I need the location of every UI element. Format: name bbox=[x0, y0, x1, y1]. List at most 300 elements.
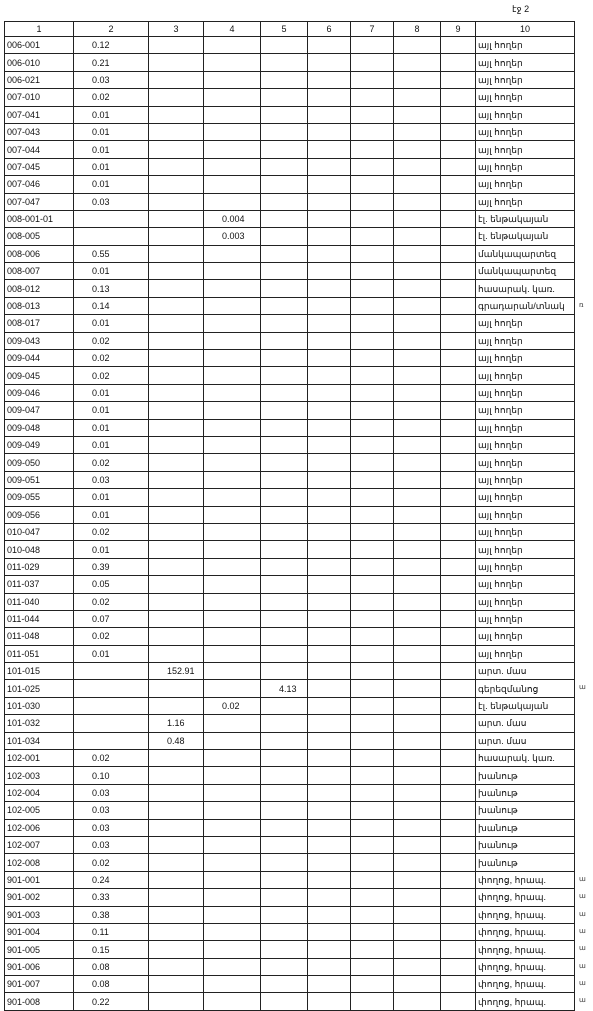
empty-cell bbox=[394, 315, 441, 332]
table-row bbox=[5, 471, 575, 488]
area-col4-cell bbox=[204, 89, 261, 106]
area-col5-cell bbox=[261, 37, 308, 54]
table-row bbox=[5, 871, 575, 888]
empty-cell bbox=[351, 871, 394, 888]
empty-cell bbox=[441, 923, 476, 940]
empty-cell bbox=[351, 332, 394, 349]
empty-cell bbox=[308, 680, 351, 697]
empty-cell bbox=[351, 680, 394, 697]
table-row bbox=[5, 645, 575, 662]
table-row bbox=[5, 436, 575, 453]
empty-cell bbox=[394, 228, 441, 245]
margin-mark: ա bbox=[579, 997, 586, 1004]
area-col5-cell bbox=[261, 941, 308, 958]
empty-cell bbox=[308, 454, 351, 471]
empty-cell bbox=[441, 871, 476, 888]
area-col2-cell: 0.21 bbox=[74, 54, 149, 71]
empty-cell bbox=[441, 854, 476, 871]
area-col4-cell bbox=[204, 976, 261, 993]
area-col3-cell bbox=[149, 454, 204, 471]
column-header: 1 bbox=[5, 22, 74, 37]
area-col3-cell bbox=[149, 419, 204, 436]
empty-cell bbox=[351, 802, 394, 819]
land-use-cell: այլ հողեր bbox=[476, 419, 575, 436]
area-col2-cell: 0.01 bbox=[74, 141, 149, 158]
empty-cell bbox=[394, 297, 441, 314]
area-col2-cell: 0.10 bbox=[74, 767, 149, 784]
area-col2-cell: 0.03 bbox=[74, 71, 149, 88]
empty-cell bbox=[441, 228, 476, 245]
area-col2-cell: 0.39 bbox=[74, 558, 149, 575]
area-col4-cell bbox=[204, 854, 261, 871]
parcel-code-cell: 901-008 bbox=[5, 993, 74, 1010]
empty-cell bbox=[308, 54, 351, 71]
empty-cell bbox=[441, 280, 476, 297]
table-row bbox=[5, 558, 575, 575]
empty-cell bbox=[308, 158, 351, 175]
empty-cell bbox=[394, 245, 441, 262]
area-col3-cell bbox=[149, 645, 204, 662]
empty-cell bbox=[351, 506, 394, 523]
parcel-code-cell: 901-007 bbox=[5, 976, 74, 993]
area-col4-cell bbox=[204, 193, 261, 210]
empty-cell bbox=[394, 280, 441, 297]
parcel-code-cell: 102-005 bbox=[5, 802, 74, 819]
area-col5-cell bbox=[261, 141, 308, 158]
area-col5-cell bbox=[261, 280, 308, 297]
area-col5-cell bbox=[261, 176, 308, 193]
empty-cell bbox=[308, 106, 351, 123]
parcel-code-cell: 008-001-01 bbox=[5, 210, 74, 227]
column-header: 6 bbox=[308, 22, 351, 37]
parcel-code-cell: 901-002 bbox=[5, 889, 74, 906]
empty-cell bbox=[308, 732, 351, 749]
area-col2-cell: 0.05 bbox=[74, 576, 149, 593]
area-col2-cell: 0.02 bbox=[74, 628, 149, 645]
empty-cell bbox=[441, 454, 476, 471]
land-use-cell: էլ. ենթակայան bbox=[476, 228, 575, 245]
empty-cell bbox=[441, 506, 476, 523]
empty-cell bbox=[308, 176, 351, 193]
empty-cell bbox=[351, 384, 394, 401]
parcel-code-cell: 008-013 bbox=[5, 297, 74, 314]
table-row bbox=[5, 680, 575, 697]
empty-cell bbox=[441, 802, 476, 819]
empty-cell bbox=[351, 854, 394, 871]
empty-cell bbox=[441, 176, 476, 193]
area-col4-cell bbox=[204, 402, 261, 419]
area-col2-cell: 0.02 bbox=[74, 367, 149, 384]
area-col4-cell bbox=[204, 141, 261, 158]
area-col2-cell: 0.01 bbox=[74, 489, 149, 506]
empty-cell bbox=[308, 245, 351, 262]
area-col3-cell bbox=[149, 854, 204, 871]
empty-cell bbox=[351, 593, 394, 610]
area-col3-cell bbox=[149, 541, 204, 558]
area-col5-cell bbox=[261, 471, 308, 488]
area-col4-cell bbox=[204, 836, 261, 853]
empty-cell bbox=[351, 941, 394, 958]
area-col2-cell: 0.01 bbox=[74, 419, 149, 436]
table-row bbox=[5, 923, 575, 940]
area-col5-cell bbox=[261, 715, 308, 732]
parcel-code-cell: 011-044 bbox=[5, 610, 74, 627]
area-col4-cell bbox=[204, 54, 261, 71]
area-col2-cell: 0.08 bbox=[74, 958, 149, 975]
area-col3-cell bbox=[149, 802, 204, 819]
land-use-cell: հասարակ. կառ. bbox=[476, 750, 575, 767]
parcel-code-cell: 009-056 bbox=[5, 506, 74, 523]
area-col5-cell bbox=[261, 697, 308, 714]
area-col3-cell bbox=[149, 402, 204, 419]
area-col3-cell: 152.91 bbox=[149, 663, 204, 680]
empty-cell bbox=[308, 141, 351, 158]
empty-cell bbox=[394, 350, 441, 367]
area-col5-cell bbox=[261, 802, 308, 819]
area-col4-cell bbox=[204, 367, 261, 384]
parcel-code-cell: 011-029 bbox=[5, 558, 74, 575]
area-col2-cell: 0.02 bbox=[74, 854, 149, 871]
area-col3-cell bbox=[149, 436, 204, 453]
empty-cell bbox=[394, 715, 441, 732]
area-col4-cell bbox=[204, 871, 261, 888]
area-col3-cell bbox=[149, 750, 204, 767]
area-col3-cell bbox=[149, 819, 204, 836]
area-col3-cell bbox=[149, 315, 204, 332]
column-header: 10 bbox=[476, 22, 575, 37]
parcel-code-cell: 102-003 bbox=[5, 767, 74, 784]
area-col5-cell bbox=[261, 558, 308, 575]
parcel-code-cell: 008-012 bbox=[5, 280, 74, 297]
table-row bbox=[5, 593, 575, 610]
area-col2-cell: 0.02 bbox=[74, 89, 149, 106]
area-col3-cell bbox=[149, 193, 204, 210]
empty-cell bbox=[351, 715, 394, 732]
area-col3-cell bbox=[149, 210, 204, 227]
area-col2-cell: 0.13 bbox=[74, 280, 149, 297]
area-col2-cell: 0.12 bbox=[74, 37, 149, 54]
empty-cell bbox=[351, 402, 394, 419]
empty-cell bbox=[308, 993, 351, 1010]
area-col5-cell bbox=[261, 228, 308, 245]
area-col3-cell bbox=[149, 280, 204, 297]
empty-cell bbox=[441, 489, 476, 506]
area-col4-cell bbox=[204, 750, 261, 767]
area-col3-cell bbox=[149, 593, 204, 610]
area-col3-cell bbox=[149, 767, 204, 784]
area-col3-cell bbox=[149, 941, 204, 958]
land-use-cell: փողոց, հրապ. bbox=[476, 958, 575, 975]
empty-cell bbox=[308, 610, 351, 627]
empty-cell bbox=[441, 976, 476, 993]
parcel-code-cell: 009-046 bbox=[5, 384, 74, 401]
empty-cell bbox=[308, 871, 351, 888]
table-row bbox=[5, 54, 575, 71]
land-use-cell: փողոց, հրապ. bbox=[476, 993, 575, 1010]
empty-cell bbox=[308, 71, 351, 88]
area-col5-cell bbox=[261, 193, 308, 210]
area-col5-cell bbox=[261, 384, 308, 401]
land-use-cell: այլ հողեր bbox=[476, 436, 575, 453]
table-row bbox=[5, 228, 575, 245]
column-header: 8 bbox=[394, 22, 441, 37]
area-col3-cell bbox=[149, 836, 204, 853]
empty-cell bbox=[351, 836, 394, 853]
table-row bbox=[5, 71, 575, 88]
land-use-cell: այլ հողեր bbox=[476, 489, 575, 506]
empty-cell bbox=[351, 71, 394, 88]
area-col2-cell: 0.02 bbox=[74, 523, 149, 540]
empty-cell bbox=[394, 697, 441, 714]
empty-cell bbox=[441, 610, 476, 627]
area-col2-cell bbox=[74, 228, 149, 245]
area-col4-cell bbox=[204, 123, 261, 140]
area-col5-cell bbox=[261, 889, 308, 906]
empty-cell bbox=[351, 37, 394, 54]
area-col3-cell bbox=[149, 350, 204, 367]
empty-cell bbox=[308, 89, 351, 106]
empty-cell bbox=[351, 923, 394, 940]
area-col3-cell bbox=[149, 297, 204, 314]
area-col4-cell bbox=[204, 732, 261, 749]
area-col3-cell bbox=[149, 871, 204, 888]
area-col5-cell bbox=[261, 210, 308, 227]
parcel-code-cell: 009-044 bbox=[5, 350, 74, 367]
area-col4-cell bbox=[204, 767, 261, 784]
area-col4-cell bbox=[204, 784, 261, 801]
area-col4-cell bbox=[204, 680, 261, 697]
empty-cell bbox=[308, 750, 351, 767]
area-col2-cell: 0.33 bbox=[74, 889, 149, 906]
empty-cell bbox=[308, 402, 351, 419]
table-row bbox=[5, 941, 575, 958]
column-header: 7 bbox=[351, 22, 394, 37]
empty-cell bbox=[394, 332, 441, 349]
area-col3-cell bbox=[149, 37, 204, 54]
empty-cell bbox=[441, 71, 476, 88]
area-col3-cell bbox=[149, 158, 204, 175]
parcel-code-cell: 007-010 bbox=[5, 89, 74, 106]
area-col4-cell bbox=[204, 350, 261, 367]
land-use-cell: գերեզմանոց bbox=[476, 680, 575, 697]
empty-cell bbox=[308, 123, 351, 140]
area-col5-cell bbox=[261, 263, 308, 280]
table-row bbox=[5, 315, 575, 332]
area-col4-cell bbox=[204, 715, 261, 732]
area-col4-cell: 0.004 bbox=[204, 210, 261, 227]
table-row bbox=[5, 210, 575, 227]
land-use-cell: հասարակ. կառ. bbox=[476, 280, 575, 297]
empty-cell bbox=[308, 228, 351, 245]
empty-cell bbox=[308, 350, 351, 367]
empty-cell bbox=[308, 280, 351, 297]
empty-cell bbox=[308, 315, 351, 332]
area-col5-cell bbox=[261, 871, 308, 888]
empty-cell bbox=[441, 889, 476, 906]
margin-mark: ա bbox=[579, 980, 586, 987]
table-row bbox=[5, 176, 575, 193]
area-col2-cell: 0.03 bbox=[74, 193, 149, 210]
empty-cell bbox=[441, 697, 476, 714]
empty-cell bbox=[441, 297, 476, 314]
land-register-table bbox=[4, 21, 575, 1011]
empty-cell bbox=[394, 141, 441, 158]
land-use-cell: փողոց, հրապ. bbox=[476, 889, 575, 906]
parcel-code-cell: 007-041 bbox=[5, 106, 74, 123]
area-col2-cell bbox=[74, 732, 149, 749]
area-col4-cell bbox=[204, 593, 261, 610]
empty-cell bbox=[351, 158, 394, 175]
table-row bbox=[5, 541, 575, 558]
area-col5-cell bbox=[261, 367, 308, 384]
empty-cell bbox=[394, 663, 441, 680]
empty-cell bbox=[351, 958, 394, 975]
empty-cell bbox=[394, 506, 441, 523]
empty-cell bbox=[394, 176, 441, 193]
area-col5-cell bbox=[261, 297, 308, 314]
table-row bbox=[5, 384, 575, 401]
empty-cell bbox=[394, 193, 441, 210]
land-use-cell: էլ. ենթակայան bbox=[476, 697, 575, 714]
empty-cell bbox=[308, 784, 351, 801]
margin-mark: ա bbox=[579, 911, 586, 918]
area-col2-cell: 0.14 bbox=[74, 297, 149, 314]
land-use-cell: այլ հողեր bbox=[476, 37, 575, 54]
empty-cell bbox=[441, 384, 476, 401]
area-col2-cell: 0.03 bbox=[74, 784, 149, 801]
empty-cell bbox=[441, 263, 476, 280]
empty-cell bbox=[394, 523, 441, 540]
empty-cell bbox=[351, 350, 394, 367]
empty-cell bbox=[394, 367, 441, 384]
table-row bbox=[5, 784, 575, 801]
land-use-cell: այլ հողեր bbox=[476, 454, 575, 471]
empty-cell bbox=[351, 419, 394, 436]
column-header: 3 bbox=[149, 22, 204, 37]
parcel-code-cell: 007-044 bbox=[5, 141, 74, 158]
table-row bbox=[5, 628, 575, 645]
empty-cell bbox=[441, 541, 476, 558]
land-use-cell: այլ հողեր bbox=[476, 141, 575, 158]
area-col3-cell bbox=[149, 332, 204, 349]
area-col2-cell: 0.01 bbox=[74, 436, 149, 453]
area-col2-cell: 0.01 bbox=[74, 645, 149, 662]
empty-cell bbox=[351, 228, 394, 245]
parcel-code-cell: 901-006 bbox=[5, 958, 74, 975]
empty-cell bbox=[441, 419, 476, 436]
table-row bbox=[5, 697, 575, 714]
page-number: էջ 2 bbox=[512, 4, 530, 14]
empty-cell bbox=[351, 367, 394, 384]
land-use-cell: այլ հողեր bbox=[476, 54, 575, 71]
area-col4-cell bbox=[204, 471, 261, 488]
empty-cell bbox=[394, 750, 441, 767]
margin-mark: ռ bbox=[579, 302, 584, 309]
margin-mark: ա bbox=[579, 928, 586, 935]
area-col2-cell: 0.07 bbox=[74, 610, 149, 627]
area-col3-cell: 0.48 bbox=[149, 732, 204, 749]
parcel-code-cell: 008-006 bbox=[5, 245, 74, 262]
area-col3-cell bbox=[149, 245, 204, 262]
table-row bbox=[5, 193, 575, 210]
area-col4-cell bbox=[204, 941, 261, 958]
parcel-code-cell: 102-004 bbox=[5, 784, 74, 801]
parcel-code-cell: 009-055 bbox=[5, 489, 74, 506]
empty-cell bbox=[441, 332, 476, 349]
table-row bbox=[5, 732, 575, 749]
empty-cell bbox=[441, 593, 476, 610]
empty-cell bbox=[351, 697, 394, 714]
empty-cell bbox=[441, 958, 476, 975]
parcel-code-cell: 102-001 bbox=[5, 750, 74, 767]
area-col2-cell bbox=[74, 680, 149, 697]
land-use-cell: խանութ bbox=[476, 819, 575, 836]
empty-cell bbox=[308, 836, 351, 853]
area-col4-cell bbox=[204, 280, 261, 297]
table-row bbox=[5, 245, 575, 262]
empty-cell bbox=[351, 558, 394, 575]
empty-cell bbox=[394, 454, 441, 471]
area-col4-cell bbox=[204, 819, 261, 836]
area-col3-cell bbox=[149, 89, 204, 106]
area-col4-cell bbox=[204, 37, 261, 54]
empty-cell bbox=[441, 54, 476, 71]
parcel-code-cell: 006-001 bbox=[5, 37, 74, 54]
empty-cell bbox=[441, 210, 476, 227]
empty-cell bbox=[308, 263, 351, 280]
empty-cell bbox=[351, 123, 394, 140]
area-col2-cell: 0.03 bbox=[74, 471, 149, 488]
land-use-cell: այլ հողեր bbox=[476, 71, 575, 88]
area-col4-cell bbox=[204, 506, 261, 523]
land-use-cell: այլ հողեր bbox=[476, 106, 575, 123]
empty-cell bbox=[308, 332, 351, 349]
empty-cell bbox=[394, 976, 441, 993]
empty-cell bbox=[394, 610, 441, 627]
empty-cell bbox=[308, 697, 351, 714]
empty-cell bbox=[394, 576, 441, 593]
land-use-cell: այլ հողեր bbox=[476, 593, 575, 610]
table-row bbox=[5, 663, 575, 680]
empty-cell bbox=[308, 471, 351, 488]
land-use-cell: այլ հողեր bbox=[476, 193, 575, 210]
empty-cell bbox=[308, 767, 351, 784]
empty-cell bbox=[351, 436, 394, 453]
area-col3-cell bbox=[149, 576, 204, 593]
land-use-cell: մանկապարտեզ bbox=[476, 245, 575, 262]
table-row bbox=[5, 610, 575, 627]
area-col2-cell: 0.01 bbox=[74, 158, 149, 175]
empty-cell bbox=[441, 245, 476, 262]
land-use-cell: այլ հողեր bbox=[476, 158, 575, 175]
area-col3-cell bbox=[149, 176, 204, 193]
area-col2-cell: 0.08 bbox=[74, 976, 149, 993]
empty-cell bbox=[351, 645, 394, 662]
empty-cell bbox=[394, 732, 441, 749]
empty-cell bbox=[441, 819, 476, 836]
area-col5-cell bbox=[261, 315, 308, 332]
empty-cell bbox=[394, 993, 441, 1010]
empty-cell bbox=[351, 315, 394, 332]
empty-cell bbox=[394, 854, 441, 871]
empty-cell bbox=[351, 628, 394, 645]
land-use-cell: խանութ bbox=[476, 784, 575, 801]
area-col3-cell bbox=[149, 523, 204, 540]
area-col3-cell bbox=[149, 228, 204, 245]
area-col4-cell bbox=[204, 332, 261, 349]
empty-cell bbox=[394, 836, 441, 853]
area-col4-cell bbox=[204, 541, 261, 558]
